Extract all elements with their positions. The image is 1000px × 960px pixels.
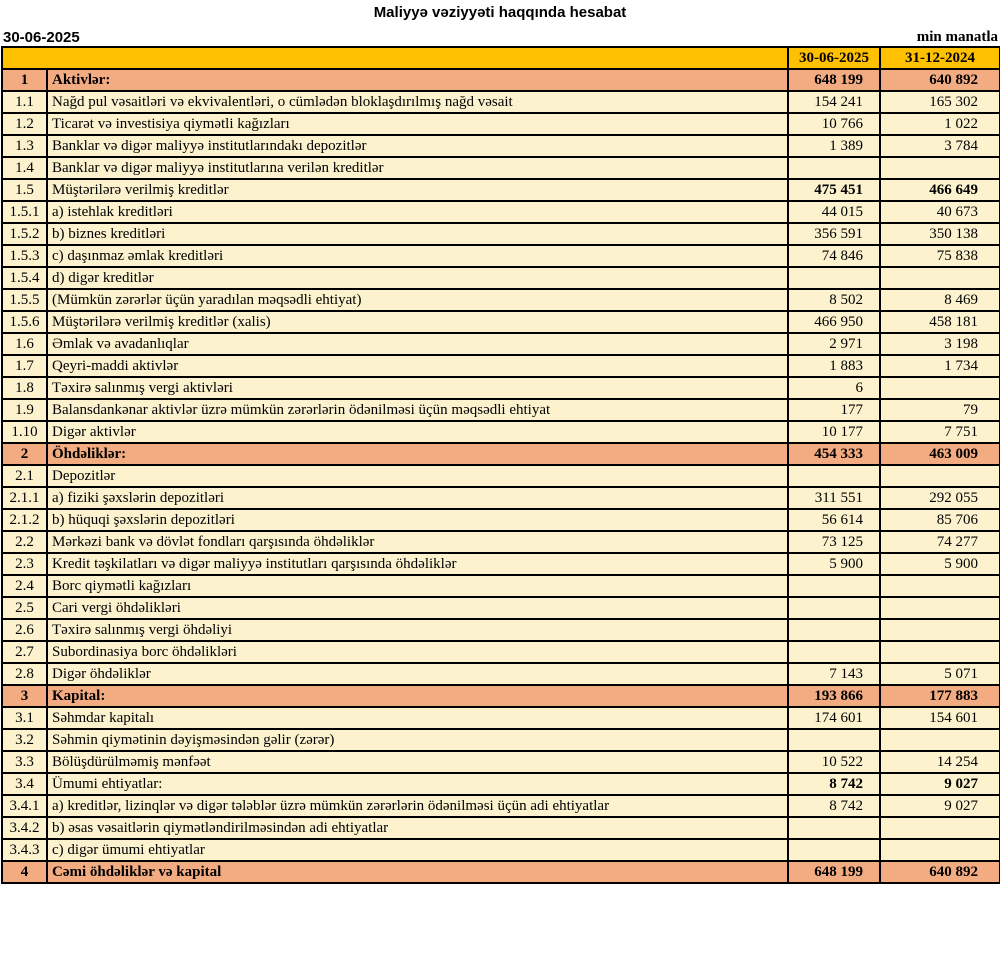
table-row [2,267,1000,289]
row-label-cell: c) daşınmaz əmlak kreditləri [47,245,788,267]
row-label-cell: Ümumi ehtiyatlar: [47,773,788,795]
value-current-cell: 56 614 [788,509,880,531]
table-row [2,707,1000,729]
table-row [2,465,1000,487]
value-current-cell: 154 241 [788,91,880,113]
value-current-cell: 648 199 [788,861,880,883]
row-number-cell: 1.5.2 [2,223,47,245]
value-current-cell: 10 766 [788,113,880,135]
value-current-cell: 475 451 [788,179,880,201]
row-label-cell: Digər öhdəliklər [47,663,788,685]
row-label-cell: a) kreditlər, lizinqlər və digər tələblər üzrə mümkün zərərlərin ödənilməsi üçün adi ehtiyatlar [47,795,788,817]
row-number-cell: 2.1.2 [2,509,47,531]
value-current-cell: 1 883 [788,355,880,377]
value-previous-cell [880,839,1000,861]
value-previous-cell [880,377,1000,399]
value-previous-cell: 5 071 [880,663,1000,685]
value-current-cell: 8 742 [788,795,880,817]
row-number-cell: 3.2 [2,729,47,751]
table-row [2,399,1000,421]
table-row [2,597,1000,619]
row-label-cell: b) əsas vəsaitlərin qiymətləndirilməsindən adi ehtiyatlar [47,817,788,839]
page-title: Maliyyə vəziyyəti haqqında hesabat [373,4,627,21]
value-previous-cell: 1 734 [880,355,1000,377]
table-row [2,223,1000,245]
table-row [2,751,1000,773]
value-current-cell: 8 742 [788,773,880,795]
row-label-cell: Nağd pul vəsaitləri və ekvivalentləri, o cümlədən bloklaşdırılmış nağd vəsait [47,91,788,113]
value-current-cell [788,267,880,289]
row-number-cell: 2.1 [2,465,47,487]
table-row [2,443,1000,465]
table-row [2,157,1000,179]
value-previous-cell: 1 022 [880,113,1000,135]
row-number-cell: 1.9 [2,399,47,421]
value-previous-cell: 7 751 [880,421,1000,443]
row-label-cell: Kredit təşkilatları və digər maliyyə institutları qarşısında öhdəliklər [47,553,788,575]
row-number-cell: 2.6 [2,619,47,641]
table-row [2,69,1000,91]
value-previous-cell: 40 673 [880,201,1000,223]
row-label-cell: Aktivlər: [47,69,788,91]
row-label-cell: Əmlak və avadanlıqlar [47,333,788,355]
value-previous-cell [880,465,1000,487]
header-spacer-cell [2,47,788,69]
row-number-cell: 3.4.1 [2,795,47,817]
table-row [2,641,1000,663]
row-number-cell: 3.4.3 [2,839,47,861]
row-label-cell: Müştərilərə verilmiş kreditlər (xalis) [47,311,788,333]
table-row [2,531,1000,553]
value-current-cell: 10 522 [788,751,880,773]
value-current-cell [788,465,880,487]
row-number-cell: 1.5.1 [2,201,47,223]
table-row [2,553,1000,575]
value-previous-cell: 3 784 [880,135,1000,157]
table-row [2,685,1000,707]
value-previous-cell: 463 009 [880,443,1000,465]
value-current-cell: 8 502 [788,289,880,311]
table-row [2,91,1000,113]
value-previous-cell: 74 277 [880,531,1000,553]
value-current-cell: 10 177 [788,421,880,443]
table-row [2,377,1000,399]
row-number-cell: 1.5.4 [2,267,47,289]
row-label-cell: Balansdankənar aktivlər üzrə mümkün zərərlərin ödənilməsi üçün məqsədli ehtiyat [47,399,788,421]
row-number-cell: 1.7 [2,355,47,377]
value-previous-cell [880,267,1000,289]
row-number-cell: 1.5.3 [2,245,47,267]
row-number-cell: 1 [2,69,47,91]
value-previous-cell: 85 706 [880,509,1000,531]
financial-position-table [1,46,1000,884]
table-row [2,487,1000,509]
value-previous-cell [880,619,1000,641]
value-previous-cell: 292 055 [880,487,1000,509]
value-previous-cell [880,641,1000,663]
table-row [2,355,1000,377]
value-current-cell [788,157,880,179]
table-row [2,619,1000,641]
row-label-cell: Təxirə salınmış vergi öhdəliyi [47,619,788,641]
value-current-cell: 454 333 [788,443,880,465]
value-previous-cell: 5 900 [880,553,1000,575]
table-row [2,861,1000,883]
row-number-cell: 4 [2,861,47,883]
value-previous-cell [880,729,1000,751]
row-number-cell: 1.8 [2,377,47,399]
row-label-cell: Mərkəzi bank və dövlət fondları qarşısında öhdəliklər [47,531,788,553]
row-label-cell: Cəmi öhdəliklər və kapital [47,861,788,883]
table-row [2,817,1000,839]
value-previous-cell: 3 198 [880,333,1000,355]
row-number-cell: 1.2 [2,113,47,135]
value-previous-cell: 640 892 [880,69,1000,91]
value-current-cell: 6 [788,377,880,399]
row-number-cell: 2.7 [2,641,47,663]
value-current-cell: 311 551 [788,487,880,509]
value-current-cell: 7 143 [788,663,880,685]
table-row [2,113,1000,135]
value-previous-cell: 9 027 [880,795,1000,817]
value-current-cell: 73 125 [788,531,880,553]
row-number-cell: 1.10 [2,421,47,443]
value-current-cell: 177 [788,399,880,421]
value-current-cell: 648 199 [788,69,880,91]
row-label-cell: b) biznes kreditləri [47,223,788,245]
table-row [2,663,1000,685]
row-label-cell: d) digər kreditlər [47,267,788,289]
value-previous-cell: 177 883 [880,685,1000,707]
row-number-cell: 2.1.1 [2,487,47,509]
value-current-cell [788,619,880,641]
unit-label: min manatla [916,29,998,45]
row-number-cell: 3.3 [2,751,47,773]
value-current-cell: 1 389 [788,135,880,157]
row-number-cell: 2.4 [2,575,47,597]
row-label-cell: a) istehlak kreditləri [47,201,788,223]
row-label-cell: Qeyri-maddi aktivlər [47,355,788,377]
row-label-cell: Öhdəliklər: [47,443,788,465]
value-previous-cell: 79 [880,399,1000,421]
value-current-cell: 74 846 [788,245,880,267]
row-label-cell: Banklar və digər maliyyə institutlarına verilən kreditlər [47,157,788,179]
table-row [2,795,1000,817]
table-row [2,575,1000,597]
row-label-cell: Depozitlər [47,465,788,487]
row-label-cell: Borc qiymətli kağızları [47,575,788,597]
row-number-cell: 2 [2,443,47,465]
value-previous-cell: 75 838 [880,245,1000,267]
row-label-cell: a) fiziki şəxslərin depozitləri [47,487,788,509]
value-current-cell [788,729,880,751]
table-row [2,179,1000,201]
table-row [2,773,1000,795]
row-number-cell: 3.4.2 [2,817,47,839]
row-number-cell: 2.5 [2,597,47,619]
table-row [2,311,1000,333]
value-current-cell [788,817,880,839]
row-number-cell: 3.1 [2,707,47,729]
table-row [2,201,1000,223]
row-number-cell: 1.1 [2,91,47,113]
row-label-cell: Bölüşdürülməmiş mənfəət [47,751,788,773]
value-previous-cell: 350 138 [880,223,1000,245]
value-current-cell [788,597,880,619]
row-label-cell: Digər aktivlər [47,421,788,443]
value-current-cell: 174 601 [788,707,880,729]
row-number-cell: 1.5 [2,179,47,201]
row-label-cell: Cari vergi öhdəlikləri [47,597,788,619]
value-previous-cell [880,597,1000,619]
row-number-cell: 1.4 [2,157,47,179]
value-previous-cell: 165 302 [880,91,1000,113]
value-previous-cell: 640 892 [880,861,1000,883]
row-number-cell: 1.6 [2,333,47,355]
value-current-cell: 466 950 [788,311,880,333]
value-current-cell [788,641,880,663]
column-header-current-period: 30-06-2025 [788,47,880,69]
row-number-cell: 2.3 [2,553,47,575]
column-header-previous-period: 31-12-2024 [880,47,1000,69]
value-current-cell [788,839,880,861]
value-current-cell: 356 591 [788,223,880,245]
report-date: 30-06-2025 [3,29,80,46]
row-label-cell: Müştərilərə verilmiş kreditlər [47,179,788,201]
row-number-cell: 1.3 [2,135,47,157]
value-current-cell: 5 900 [788,553,880,575]
value-current-cell: 193 866 [788,685,880,707]
value-previous-cell: 8 469 [880,289,1000,311]
row-number-cell: 1.5.5 [2,289,47,311]
row-label-cell: Kapital: [47,685,788,707]
row-number-cell: 2.2 [2,531,47,553]
value-current-cell: 2 971 [788,333,880,355]
table-row [2,289,1000,311]
value-previous-cell [880,157,1000,179]
row-number-cell: 3.4 [2,773,47,795]
table-row [2,839,1000,861]
row-number-cell: 1.5.6 [2,311,47,333]
row-number-cell: 2.8 [2,663,47,685]
row-label-cell: c) digər ümumi ehtiyatlar [47,839,788,861]
row-label-cell: Səhmin qiymətinin dəyişməsindən gəlir (zərər) [47,729,788,751]
subheader [0,22,1000,46]
row-label-cell: Təxirə salınmış vergi aktivləri [47,377,788,399]
row-label-cell: (Mümkün zərərlər üçün yaradılan məqsədli ehtiyat) [47,289,788,311]
table-row [2,509,1000,531]
value-previous-cell: 458 181 [880,311,1000,333]
row-number-cell: 3 [2,685,47,707]
table-header-row [2,47,1000,69]
table-row [2,245,1000,267]
row-label-cell: b) hüquqi şəxslərin depozitləri [47,509,788,531]
row-label-cell: Səhmdar kapitalı [47,707,788,729]
value-current-cell [788,575,880,597]
row-label-cell: Ticarət və investisiya qiymətli kağızları [47,113,788,135]
value-previous-cell: 9 027 [880,773,1000,795]
table-row [2,729,1000,751]
row-label-cell: Banklar və digər maliyyə institutlarındakı depozitlər [47,135,788,157]
value-previous-cell [880,817,1000,839]
table-row [2,421,1000,443]
table-row [2,333,1000,355]
value-previous-cell: 154 601 [880,707,1000,729]
value-previous-cell: 466 649 [880,179,1000,201]
value-current-cell: 44 015 [788,201,880,223]
value-previous-cell: 14 254 [880,751,1000,773]
table-row [2,135,1000,157]
row-label-cell: Subordinasiya borc öhdəlikləri [47,641,788,663]
value-previous-cell [880,575,1000,597]
